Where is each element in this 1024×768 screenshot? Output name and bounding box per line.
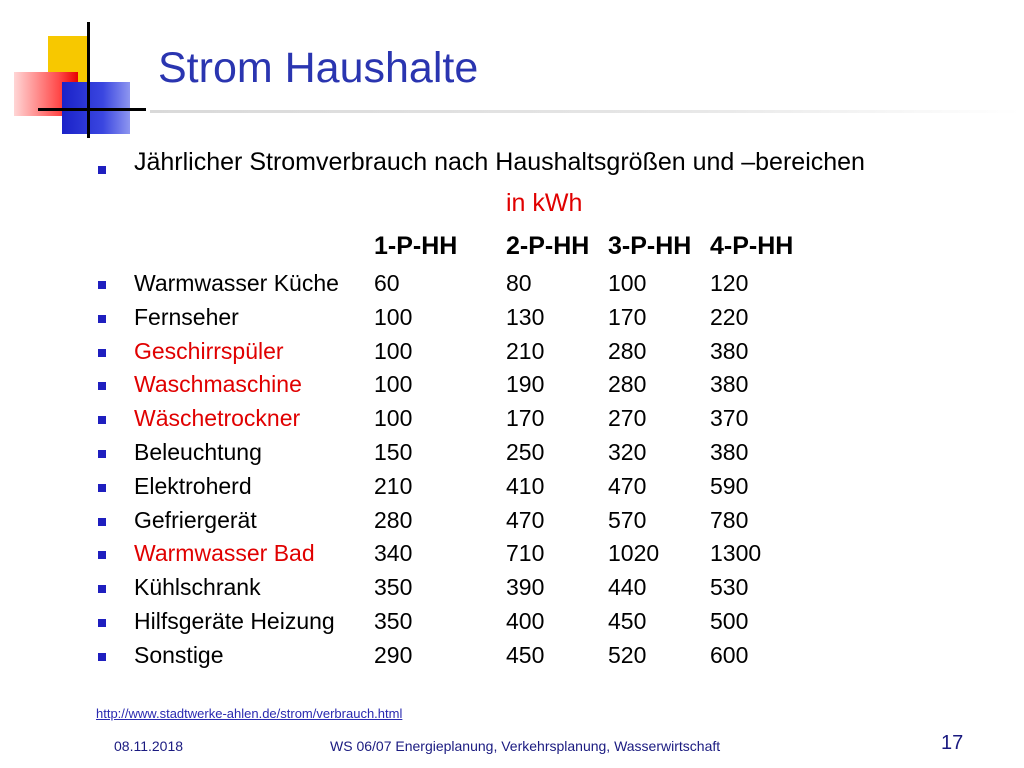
row-value-1: 290: [374, 641, 413, 668]
row-value-1: 100: [374, 371, 413, 398]
row-value-4: 1300: [710, 540, 762, 567]
table-row: [0, 572, 1024, 606]
row-value-1: 280: [374, 506, 413, 533]
footer-course: WS 06/07 Energieplanung, Verkehrsplanung, Wasserwirtschaft: [330, 738, 721, 754]
row-value-1: 60: [374, 270, 400, 296]
row-value-3: 270: [608, 405, 647, 432]
row-value-4: 600: [710, 641, 749, 668]
row-label: Elektroherd: [134, 472, 252, 499]
slide-logo-decoration: [0, 0, 160, 140]
bullet-icon: [98, 450, 106, 458]
table-row: [0, 403, 1024, 437]
row-value-4: 370: [710, 405, 749, 432]
bullet-icon: [98, 281, 106, 289]
row-label: Warmwasser Küche: [134, 270, 339, 296]
row-value-2: 410: [506, 472, 545, 499]
row-value-4: 590: [710, 472, 749, 499]
row-label: Warmwasser Bad: [134, 540, 315, 567]
table-row: [0, 268, 1024, 302]
row-label: Kühlschrank: [134, 574, 261, 601]
row-value-2: 190: [506, 371, 545, 398]
table-row: [0, 302, 1024, 336]
row-value-1: 100: [374, 303, 413, 330]
row-value-2: 80: [506, 270, 532, 296]
unit-label: in kWh: [506, 189, 583, 217]
row-value-2: 710: [506, 540, 545, 567]
table-row: [0, 606, 1024, 640]
row-value-3: 170: [608, 303, 647, 330]
row-value-3: 450: [608, 608, 647, 634]
row-value-2: 470: [506, 506, 545, 533]
row-label: Gefriergerät: [134, 506, 257, 533]
row-label: Wäschetrockner: [134, 405, 301, 432]
row-label: Sonstige: [134, 641, 224, 668]
bullet-icon: [98, 619, 106, 627]
row-value-4: 380: [710, 439, 749, 465]
row-value-2: 170: [506, 405, 545, 432]
row-label: Geschirrspüler: [134, 337, 284, 364]
title-underline: [150, 110, 1020, 113]
row-value-1: 350: [374, 574, 413, 601]
bullet-icon: [98, 585, 106, 593]
row-value-3: 280: [608, 371, 647, 398]
row-label: Beleuchtung: [134, 439, 262, 465]
row-value-3: 520: [608, 641, 647, 668]
row-value-2: 400: [506, 608, 545, 634]
row-label: Fernseher: [134, 303, 239, 330]
row-value-1: 350: [374, 608, 413, 634]
row-value-1: 150: [374, 439, 413, 465]
bullet-icon: [98, 653, 106, 661]
row-value-4: 220: [710, 303, 749, 330]
intro-text: Jährlicher Stromverbrauch nach Haushaltsgrößen und –bereichen: [134, 148, 865, 176]
row-value-1: 100: [374, 405, 413, 432]
row-value-3: 1020: [608, 540, 660, 567]
row-value-2: 390: [506, 574, 545, 601]
bullet-icon: [98, 166, 106, 174]
column-header-2: 2-P-HH: [506, 232, 590, 260]
row-label: Hilfsgeräte Heizung: [134, 608, 335, 634]
row-value-1: 100: [374, 337, 413, 364]
row-value-3: 100: [608, 270, 647, 296]
row-value-4: 380: [710, 371, 749, 398]
table-row: [0, 640, 1024, 674]
bullet-icon: [98, 349, 106, 357]
table-row: [0, 538, 1024, 572]
row-value-1: 340: [374, 540, 413, 567]
row-value-4: 530: [710, 574, 749, 601]
row-value-2: 210: [506, 337, 545, 364]
row-value-2: 250: [506, 439, 545, 465]
footer-date: 08.11.2018: [114, 738, 184, 754]
row-value-2: 450: [506, 641, 545, 668]
bullet-icon: [98, 484, 106, 492]
bullet-icon: [98, 551, 106, 559]
column-header-4: 4-P-HH: [710, 232, 794, 260]
table-row: [0, 369, 1024, 403]
logo-vertical-line: [87, 22, 90, 138]
source-link[interactable]: http://www.stadtwerke-ahlen.de/strom/verbrauch.html: [96, 706, 403, 721]
row-value-4: 780: [710, 506, 749, 533]
slide-title: Strom Haushalte: [158, 44, 479, 92]
page-number: 17: [941, 732, 964, 754]
row-value-4: 500: [710, 608, 749, 634]
row-value-3: 320: [608, 439, 647, 465]
table-row: [0, 505, 1024, 539]
column-header-3: 3-P-HH: [608, 232, 692, 260]
logo-horizontal-line: [38, 108, 146, 111]
bullet-icon: [98, 382, 106, 390]
table-row: [0, 471, 1024, 505]
bullet-icon: [98, 518, 106, 526]
bullet-icon: [98, 315, 106, 323]
row-value-3: 470: [608, 472, 647, 499]
row-value-3: 440: [608, 574, 647, 601]
row-value-3: 280: [608, 337, 647, 364]
bullet-icon: [98, 416, 106, 424]
row-label: Waschmaschine: [134, 371, 302, 398]
row-value-2: 130: [506, 303, 545, 330]
row-value-1: 210: [374, 472, 413, 499]
row-value-4: 120: [710, 270, 749, 296]
row-value-3: 570: [608, 506, 647, 533]
row-value-4: 380: [710, 337, 749, 364]
column-header-1: 1-P-HH: [374, 232, 458, 260]
table-row: [0, 437, 1024, 471]
table-row: [0, 336, 1024, 370]
